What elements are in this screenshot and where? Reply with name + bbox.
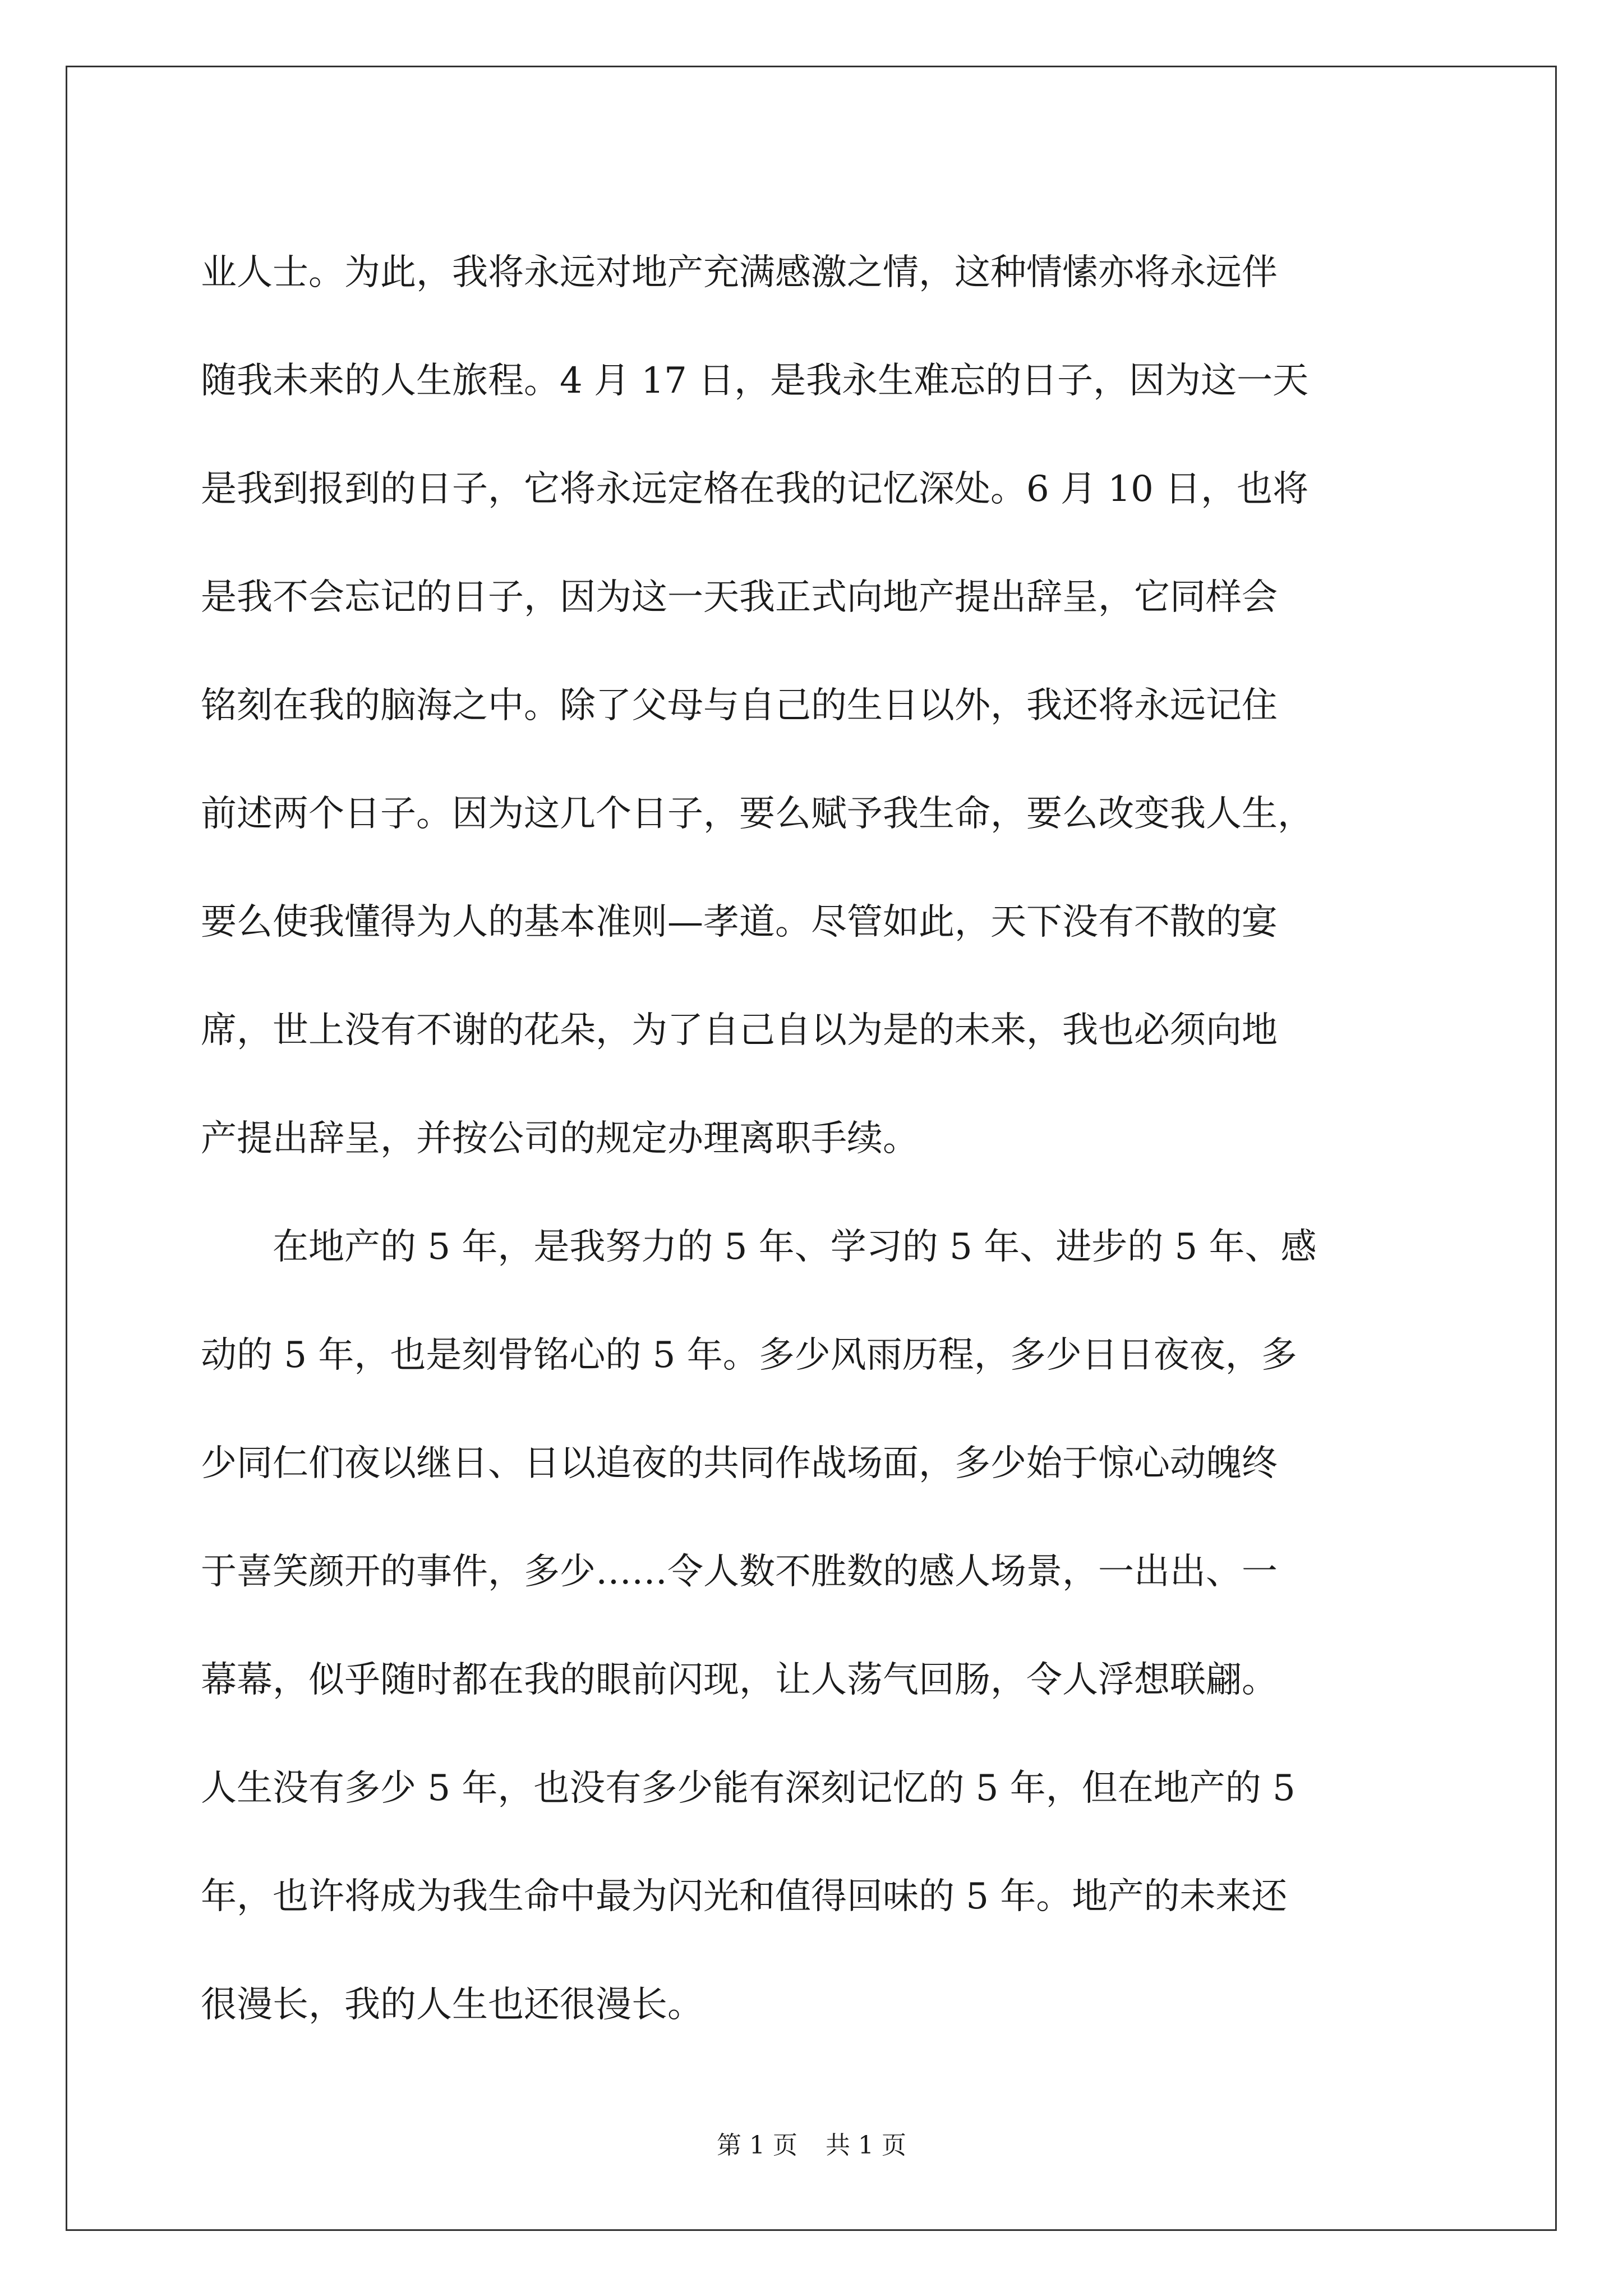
document-body [201,219,1457,2059]
text-line: 幕幕，似乎随时都在我的眼前闪现，让人荡气回肠，令人浮想联翩。 [201,1659,1278,1701]
text-line: 少同仁们夜以继日、日以追夜的共同作战场面，多少始于惊心动魄终 [201,1443,1278,1484]
text-line: 业人士。为此，我将永远对地产充满感激之情，这种情愫亦将永远伴 [201,252,1278,293]
text-line: 铭刻在我的脑海之中。除了父母与自己的生日以外，我还将永远记住 [201,685,1278,726]
text-line: 人生没有多少 5 年，也没有多少能有深刻记忆的 5 年，但在地产的 5 [201,1768,1295,1809]
text-line: 很漫长，我的人生也还很漫长。 [201,1984,703,2026]
text-line: 前述两个日子。因为这几个日子，要么赋予我生命，要么改变我人生， [201,793,1313,835]
page-footer [0,2129,1623,2162]
text-line: 是我不会忘记的日子，因为这一天我正式向地产提出辞呈，它同样会 [201,577,1278,618]
paragraph-first-line: 在地产的 5 年，是我努力的 5 年、学习的 5 年、进步的 5 年、感 [273,1226,1317,1268]
text-line: 年，也许将成为我生命中最为闪光和值得回味的 5 年。地产的未来还 [201,1876,1288,1917]
text-line: 是我到报到的日子，它将永远定格在我的记忆深处。6 月 10 日，也将 [201,468,1309,510]
text-line: 产提出辞呈，并按公司的规定办理离职手续。 [201,1118,919,1159]
page-number: 第 1 页 [717,2131,797,2160]
text-line: 要么使我懂得为人的基本准则—孝道。尽管如此，天下没有不散的宴 [201,901,1278,943]
page-total: 共 1 页 [826,2131,906,2160]
text-line: 随我未来的人生旅程。4 月 17 日，是我永生难忘的日子，因为这一天 [201,360,1309,402]
text-line: 席，世上没有不谢的花朵，为了自己自以为是的未来，我也必须向地 [201,1010,1278,1051]
text-line: 动的 5 年，也是刻骨铭心的 5 年。多少风雨历程，多少日日夜夜，多 [201,1335,1297,1376]
text-line: 于喜笑颜开的事件，多少……令人数不胜数的感人场景，一出出、一 [201,1551,1278,1593]
